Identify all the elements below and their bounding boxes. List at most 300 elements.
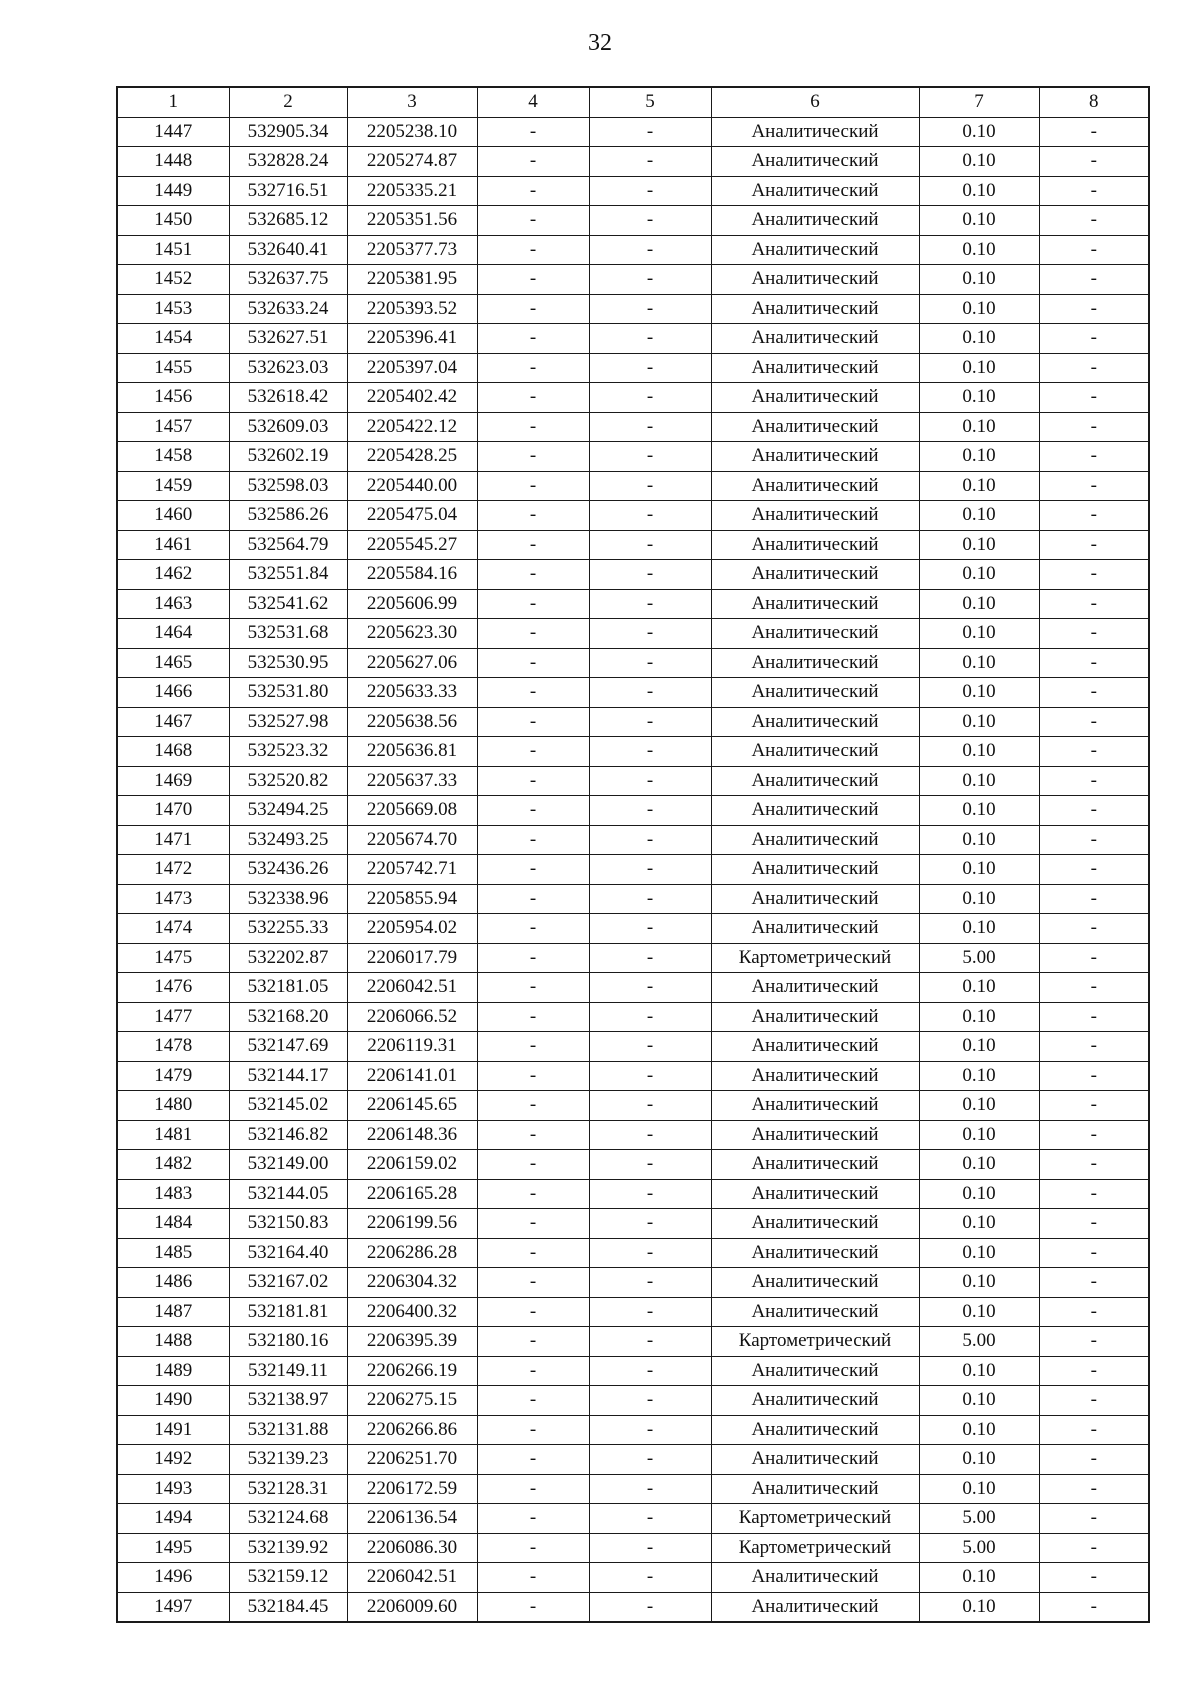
- table-cell: 1448: [117, 147, 229, 177]
- table-row: [117, 678, 1149, 708]
- table-row: [117, 383, 1149, 413]
- table-cell: -: [477, 1415, 589, 1445]
- table-row: [117, 619, 1149, 649]
- table-cell: 0.10: [919, 737, 1039, 767]
- table-cell: 532564.79: [229, 530, 347, 560]
- table-cell: 0.10: [919, 884, 1039, 914]
- column-header: 1: [117, 87, 229, 117]
- table-cell: 2206009.60: [347, 1592, 477, 1622]
- table-cell: 0.10: [919, 265, 1039, 295]
- table-row: [117, 117, 1149, 147]
- table-row: [117, 324, 1149, 354]
- table-row: [117, 1533, 1149, 1563]
- table-cell: 2206066.52: [347, 1002, 477, 1032]
- table-cell: -: [477, 825, 589, 855]
- table-cell: 0.10: [919, 294, 1039, 324]
- table-cell: 532138.97: [229, 1386, 347, 1416]
- table-cell: 2206400.32: [347, 1297, 477, 1327]
- table-cell: 1462: [117, 560, 229, 590]
- table-cell: 532633.24: [229, 294, 347, 324]
- table-cell: -: [1039, 737, 1149, 767]
- table-cell: 1488: [117, 1327, 229, 1357]
- table-cell: -: [1039, 914, 1149, 944]
- table-cell: 5.00: [919, 1327, 1039, 1357]
- table-cell: -: [477, 1209, 589, 1239]
- table-cell: 1495: [117, 1533, 229, 1563]
- table-cell: -: [1039, 1533, 1149, 1563]
- table-row: [117, 1150, 1149, 1180]
- table-cell: -: [477, 619, 589, 649]
- table-cell: 0.10: [919, 560, 1039, 590]
- table-cell: 2205623.30: [347, 619, 477, 649]
- table-cell: -: [1039, 1563, 1149, 1593]
- table-cell: -: [477, 943, 589, 973]
- table-cell: 2206159.02: [347, 1150, 477, 1180]
- table-cell: -: [1039, 1474, 1149, 1504]
- table-cell: -: [1039, 648, 1149, 678]
- table-cell: 1470: [117, 796, 229, 826]
- table-cell: -: [1039, 855, 1149, 885]
- table-cell: -: [589, 1238, 711, 1268]
- table-row: [117, 412, 1149, 442]
- table-cell: -: [1039, 324, 1149, 354]
- table-cell: 532494.25: [229, 796, 347, 826]
- table-cell: -: [477, 1474, 589, 1504]
- table-cell: 1451: [117, 235, 229, 265]
- table-cell: 2206042.51: [347, 973, 477, 1003]
- table-cell: 0.10: [919, 914, 1039, 944]
- table-cell: Аналитический: [711, 1179, 919, 1209]
- column-header: 5: [589, 87, 711, 117]
- table-cell: 1458: [117, 442, 229, 472]
- table-cell: -: [1039, 678, 1149, 708]
- table-body: [117, 117, 1149, 1622]
- table-cell: -: [589, 117, 711, 147]
- table-cell: 532530.95: [229, 648, 347, 678]
- table-cell: -: [477, 530, 589, 560]
- table-cell: 532338.96: [229, 884, 347, 914]
- table-cell: -: [1039, 766, 1149, 796]
- table-cell: 532124.68: [229, 1504, 347, 1534]
- table-cell: -: [1039, 619, 1149, 649]
- table-cell: -: [1039, 884, 1149, 914]
- table-row: [117, 1386, 1149, 1416]
- table-cell: -: [477, 471, 589, 501]
- table-cell: 1480: [117, 1091, 229, 1121]
- table-cell: -: [589, 1563, 711, 1593]
- table-cell: 2205545.27: [347, 530, 477, 560]
- table-cell: 532184.45: [229, 1592, 347, 1622]
- table-cell: 2205637.33: [347, 766, 477, 796]
- table-cell: -: [589, 147, 711, 177]
- table-cell: -: [477, 1445, 589, 1475]
- table-cell: -: [477, 1268, 589, 1298]
- table-cell: -: [589, 648, 711, 678]
- table-cell: -: [589, 825, 711, 855]
- table-cell: -: [1039, 1209, 1149, 1239]
- table-cell: 0.10: [919, 1268, 1039, 1298]
- table-cell: -: [477, 412, 589, 442]
- table-cell: -: [589, 914, 711, 944]
- table-cell: 0.10: [919, 1061, 1039, 1091]
- table-cell: 1455: [117, 353, 229, 383]
- table-cell: 0.10: [919, 176, 1039, 206]
- table-row: [117, 530, 1149, 560]
- table-cell: 532905.34: [229, 117, 347, 147]
- table-cell: -: [477, 1120, 589, 1150]
- table-cell: -: [477, 353, 589, 383]
- table-row: [117, 914, 1149, 944]
- table-cell: 0.10: [919, 1415, 1039, 1445]
- table-row: [117, 560, 1149, 590]
- table-cell: 0.10: [919, 353, 1039, 383]
- table-cell: 2205440.00: [347, 471, 477, 501]
- table-cell: 0.10: [919, 1179, 1039, 1209]
- table-cell: -: [477, 294, 589, 324]
- table-cell: 2206199.56: [347, 1209, 477, 1239]
- table-cell: 2206042.51: [347, 1563, 477, 1593]
- table-cell: Аналитический: [711, 619, 919, 649]
- table-row: [117, 265, 1149, 295]
- table-row: [117, 973, 1149, 1003]
- table-cell: 1464: [117, 619, 229, 649]
- table-cell: -: [477, 1563, 589, 1593]
- table-row: [117, 471, 1149, 501]
- table-cell: -: [1039, 117, 1149, 147]
- table-cell: 532149.00: [229, 1150, 347, 1180]
- table-cell: Аналитический: [711, 1238, 919, 1268]
- table-cell: 2206395.39: [347, 1327, 477, 1357]
- table-cell: -: [477, 235, 589, 265]
- table-cell: -: [589, 973, 711, 1003]
- table-cell: 0.10: [919, 766, 1039, 796]
- table-cell: 2206141.01: [347, 1061, 477, 1091]
- table-cell: -: [477, 678, 589, 708]
- table-cell: Аналитический: [711, 589, 919, 619]
- table-cell: -: [589, 737, 711, 767]
- table-cell: -: [1039, 294, 1149, 324]
- table-cell: -: [589, 1327, 711, 1357]
- table-cell: 532128.31: [229, 1474, 347, 1504]
- table-cell: -: [477, 176, 589, 206]
- table-cell: -: [589, 1002, 711, 1032]
- table-cell: -: [1039, 943, 1149, 973]
- table-cell: 1469: [117, 766, 229, 796]
- table-cell: -: [477, 206, 589, 236]
- table-cell: -: [1039, 1002, 1149, 1032]
- table-cell: -: [589, 1150, 711, 1180]
- table-cell: -: [1039, 501, 1149, 531]
- table-cell: -: [589, 1032, 711, 1062]
- table-cell: 2205855.94: [347, 884, 477, 914]
- page-number: 32: [588, 30, 612, 56]
- table-cell: Аналитический: [711, 648, 919, 678]
- table-cell: Аналитический: [711, 412, 919, 442]
- table-row: [117, 176, 1149, 206]
- table-row: [117, 1091, 1149, 1121]
- table-cell: 1477: [117, 1002, 229, 1032]
- table-row: [117, 235, 1149, 265]
- table-cell: -: [477, 560, 589, 590]
- table-cell: 0.10: [919, 383, 1039, 413]
- table-cell: 1453: [117, 294, 229, 324]
- table-cell: -: [589, 324, 711, 354]
- table-cell: Картометрический: [711, 1327, 919, 1357]
- table-cell: 1479: [117, 1061, 229, 1091]
- table-cell: 2205674.70: [347, 825, 477, 855]
- table-cell: 5.00: [919, 943, 1039, 973]
- table-cell: 2206148.36: [347, 1120, 477, 1150]
- table-cell: Аналитический: [711, 1356, 919, 1386]
- table-row: [117, 796, 1149, 826]
- table-cell: 2205742.71: [347, 855, 477, 885]
- table-cell: 2205397.04: [347, 353, 477, 383]
- table-cell: 2206172.59: [347, 1474, 477, 1504]
- table-cell: -: [1039, 265, 1149, 295]
- table-cell: -: [1039, 1150, 1149, 1180]
- table-cell: 532181.81: [229, 1297, 347, 1327]
- table-cell: 0.10: [919, 707, 1039, 737]
- table-cell: 1457: [117, 412, 229, 442]
- table-cell: -: [589, 1386, 711, 1416]
- table-cell: -: [1039, 1179, 1149, 1209]
- table-row: [117, 1592, 1149, 1622]
- table-cell: -: [477, 442, 589, 472]
- table-cell: 2206145.65: [347, 1091, 477, 1121]
- table-row: [117, 1061, 1149, 1091]
- table-cell: 2205274.87: [347, 147, 477, 177]
- table-cell: Аналитический: [711, 324, 919, 354]
- table-cell: -: [1039, 147, 1149, 177]
- table-cell: 532180.16: [229, 1327, 347, 1357]
- table-cell: -: [1039, 1504, 1149, 1534]
- table-cell: -: [477, 589, 589, 619]
- table-cell: 532159.12: [229, 1563, 347, 1593]
- table-cell: 532146.82: [229, 1120, 347, 1150]
- table-cell: 0.10: [919, 1563, 1039, 1593]
- column-header: 6: [711, 87, 919, 117]
- table-cell: 532164.40: [229, 1238, 347, 1268]
- coordinates-table: [116, 86, 1150, 1623]
- table-row: [117, 1032, 1149, 1062]
- table-cell: Аналитический: [711, 766, 919, 796]
- table-cell: 1475: [117, 943, 229, 973]
- table-cell: 5.00: [919, 1533, 1039, 1563]
- table-cell: 532181.05: [229, 973, 347, 1003]
- table-cell: Аналитический: [711, 147, 919, 177]
- table-cell: 532520.82: [229, 766, 347, 796]
- table-cell: -: [589, 1445, 711, 1475]
- table-row: [117, 294, 1149, 324]
- table-cell: -: [477, 147, 589, 177]
- table-cell: Аналитический: [711, 530, 919, 560]
- table-cell: 1459: [117, 471, 229, 501]
- table-cell: 2205954.02: [347, 914, 477, 944]
- table-cell: Аналитический: [711, 825, 919, 855]
- table-cell: -: [589, 1061, 711, 1091]
- table-cell: -: [1039, 973, 1149, 1003]
- table-cell: 2205335.21: [347, 176, 477, 206]
- table-cell: -: [589, 1356, 711, 1386]
- table-row: [117, 353, 1149, 383]
- table-cell: Аналитический: [711, 383, 919, 413]
- table-cell: 532255.33: [229, 914, 347, 944]
- table-cell: -: [589, 235, 711, 265]
- table-cell: 2206086.30: [347, 1533, 477, 1563]
- table-cell: 532150.83: [229, 1209, 347, 1239]
- table-cell: 532145.02: [229, 1091, 347, 1121]
- table-cell: 1489: [117, 1356, 229, 1386]
- table-cell: 532598.03: [229, 471, 347, 501]
- table-row: [117, 206, 1149, 236]
- table-cell: 0.10: [919, 1386, 1039, 1416]
- table-row: [117, 648, 1149, 678]
- table-cell: -: [589, 766, 711, 796]
- table-cell: -: [589, 206, 711, 236]
- table-row: [117, 1297, 1149, 1327]
- table-cell: Аналитический: [711, 855, 919, 885]
- table-cell: Аналитический: [711, 471, 919, 501]
- table-cell: 2205475.04: [347, 501, 477, 531]
- table-cell: Аналитический: [711, 353, 919, 383]
- table-cell: 0.10: [919, 1445, 1039, 1475]
- table-cell: 532586.26: [229, 501, 347, 531]
- table-cell: 532637.75: [229, 265, 347, 295]
- table-cell: 2205402.42: [347, 383, 477, 413]
- table-row: [117, 1179, 1149, 1209]
- table-cell: -: [1039, 176, 1149, 206]
- table-cell: 0.10: [919, 324, 1039, 354]
- table-cell: 532168.20: [229, 1002, 347, 1032]
- table-cell: 5.00: [919, 1504, 1039, 1534]
- table-cell: -: [589, 471, 711, 501]
- table-cell: 0.10: [919, 973, 1039, 1003]
- table-cell: 1486: [117, 1268, 229, 1298]
- table-cell: -: [589, 1179, 711, 1209]
- table-cell: -: [1039, 1386, 1149, 1416]
- table-cell: -: [589, 707, 711, 737]
- table-cell: -: [477, 1592, 589, 1622]
- table-cell: 2205627.06: [347, 648, 477, 678]
- table-row: [117, 1268, 1149, 1298]
- table-cell: 532436.26: [229, 855, 347, 885]
- table-cell: 532602.19: [229, 442, 347, 472]
- table-cell: 2205636.81: [347, 737, 477, 767]
- column-header: 2: [229, 87, 347, 117]
- table-cell: -: [477, 884, 589, 914]
- table-cell: -: [477, 383, 589, 413]
- table-cell: -: [1039, 412, 1149, 442]
- table-cell: 0.10: [919, 648, 1039, 678]
- table-cell: -: [477, 1386, 589, 1416]
- table-cell: -: [1039, 1238, 1149, 1268]
- table-cell: 2206286.28: [347, 1238, 477, 1268]
- table-cell: -: [1039, 1268, 1149, 1298]
- table-cell: -: [589, 589, 711, 619]
- table-cell: 1467: [117, 707, 229, 737]
- table-cell: 1460: [117, 501, 229, 531]
- table-cell: 1485: [117, 1238, 229, 1268]
- table-cell: 532609.03: [229, 412, 347, 442]
- table-cell: -: [1039, 1356, 1149, 1386]
- table-cell: Аналитический: [711, 206, 919, 236]
- table-cell: 2205238.10: [347, 117, 477, 147]
- table-cell: 2206017.79: [347, 943, 477, 973]
- table-cell: -: [477, 1533, 589, 1563]
- table-cell: 1474: [117, 914, 229, 944]
- table-cell: -: [589, 1474, 711, 1504]
- table-cell: 0.10: [919, 619, 1039, 649]
- table-cell: 1463: [117, 589, 229, 619]
- table-cell: Аналитический: [711, 973, 919, 1003]
- table-cell: 532523.32: [229, 737, 347, 767]
- table-cell: -: [589, 560, 711, 590]
- table-cell: Аналитический: [711, 1120, 919, 1150]
- table-cell: Аналитический: [711, 678, 919, 708]
- table-cell: 2205351.56: [347, 206, 477, 236]
- table-row: [117, 737, 1149, 767]
- table-row: [117, 147, 1149, 177]
- table-cell: -: [1039, 707, 1149, 737]
- table-cell: -: [477, 1061, 589, 1091]
- table-cell: -: [589, 943, 711, 973]
- table-cell: 0.10: [919, 206, 1039, 236]
- table-cell: 532144.17: [229, 1061, 347, 1091]
- table-cell: 0.10: [919, 1209, 1039, 1239]
- table-cell: -: [477, 1297, 589, 1327]
- table-cell: -: [1039, 1445, 1149, 1475]
- table-cell: -: [477, 973, 589, 1003]
- table-cell: Аналитический: [711, 914, 919, 944]
- table-cell: 1493: [117, 1474, 229, 1504]
- table-cell: Аналитический: [711, 1150, 919, 1180]
- table-cell: 532623.03: [229, 353, 347, 383]
- table-cell: Аналитический: [711, 796, 919, 826]
- column-header: 3: [347, 87, 477, 117]
- table-cell: 1447: [117, 117, 229, 147]
- table-cell: 1492: [117, 1445, 229, 1475]
- table-cell: -: [589, 501, 711, 531]
- table-cell: 1481: [117, 1120, 229, 1150]
- table-row: [117, 1504, 1149, 1534]
- table-cell: 0.10: [919, 855, 1039, 885]
- table-cell: Аналитический: [711, 1002, 919, 1032]
- table-cell: 532685.12: [229, 206, 347, 236]
- table-cell: 1465: [117, 648, 229, 678]
- table-cell: 1472: [117, 855, 229, 885]
- table-cell: 1450: [117, 206, 229, 236]
- table-cell: -: [477, 766, 589, 796]
- table-cell: 532551.84: [229, 560, 347, 590]
- table-cell: -: [477, 1179, 589, 1209]
- table-cell: 532531.80: [229, 678, 347, 708]
- table-cell: 0.10: [919, 1474, 1039, 1504]
- table-cell: 1490: [117, 1386, 229, 1416]
- table-cell: -: [589, 1209, 711, 1239]
- table-cell: 2206266.86: [347, 1415, 477, 1445]
- table-cell: Картометрический: [711, 943, 919, 973]
- table-cell: -: [1039, 530, 1149, 560]
- table-cell: 1482: [117, 1150, 229, 1180]
- table-cell: -: [1039, 1592, 1149, 1622]
- table-row: [117, 1002, 1149, 1032]
- table-cell: 0.10: [919, 1091, 1039, 1121]
- table-cell: -: [1039, 1415, 1149, 1445]
- table-cell: 532531.68: [229, 619, 347, 649]
- table-cell: 2205633.33: [347, 678, 477, 708]
- table-cell: -: [589, 1592, 711, 1622]
- table-cell: 0.10: [919, 117, 1039, 147]
